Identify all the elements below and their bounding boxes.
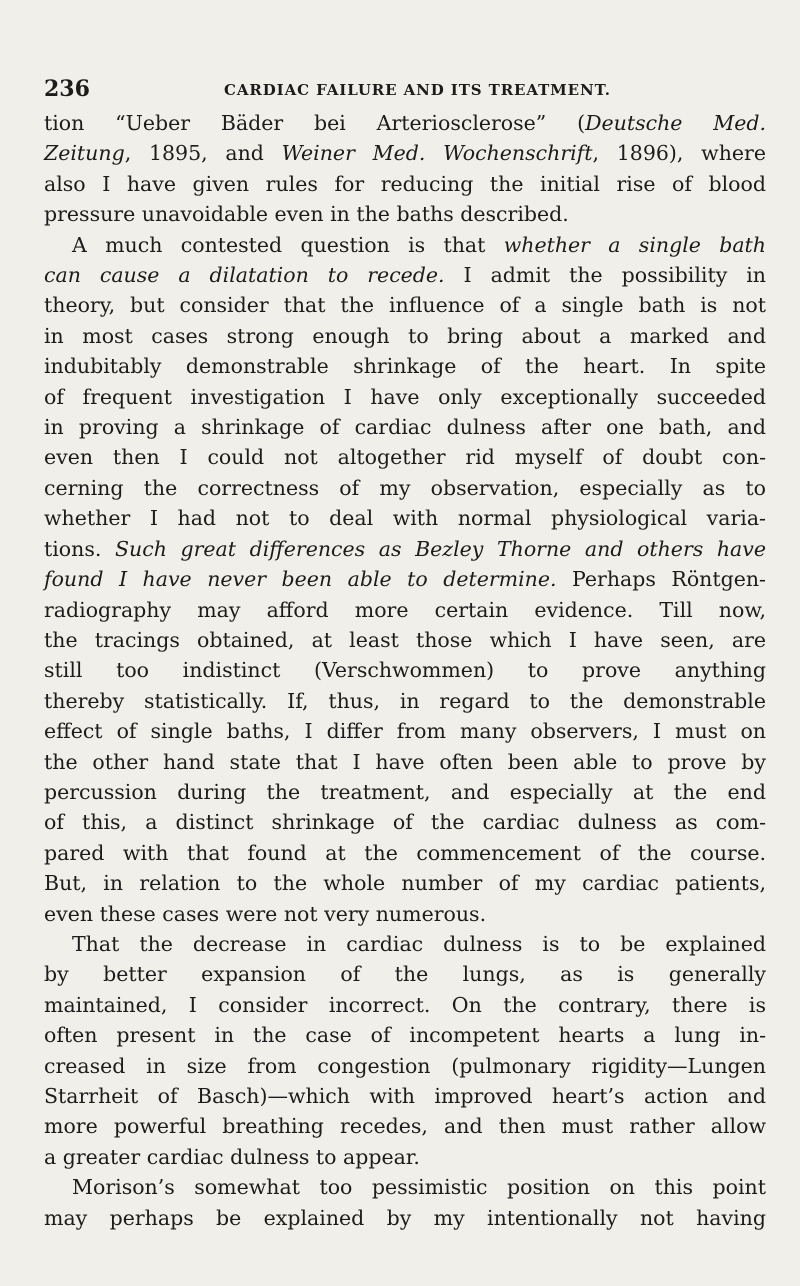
text-line: [44, 290, 766, 320]
italic-run: found I have never been able to determine.: [44, 567, 557, 592]
text-run: Morison’s somewhat too pessimistic position on this point: [72, 1175, 766, 1200]
text-line: [44, 199, 766, 229]
italic-run: Such great differences as Bezley Thorne and others have: [114, 536, 766, 561]
text-run: effect of single baths, I differ from many observers, I must on: [44, 719, 766, 744]
text-run: , 1896), where: [592, 141, 766, 166]
text-line: [44, 838, 766, 868]
text-line: [44, 1172, 766, 1202]
text-run: percussion during the treatment, and especially at the end: [44, 779, 766, 804]
text-line: [44, 230, 766, 260]
text-line: [44, 503, 766, 533]
text-run: Starrheit of Basch)—which with improved heart’s action and: [44, 1084, 766, 1108]
text-line: [44, 1020, 766, 1050]
italic-run: Zeitung: [44, 141, 125, 166]
text-line: [44, 686, 766, 716]
text-line: [44, 990, 766, 1020]
text-run: Perhaps Röntgen-: [556, 567, 766, 592]
text-line: [44, 625, 766, 655]
text-run: maintained, I consider incorrect. On the contrary, there is: [44, 992, 766, 1017]
text-run: pared with that found at the commencement of the course.: [44, 840, 766, 865]
text-run: more powerful breathing recedes, and then must rather allow: [44, 1114, 766, 1139]
text-line: [44, 959, 766, 989]
text-line: [44, 442, 766, 472]
text-line: [44, 1081, 766, 1111]
text-run: tions.: [44, 536, 115, 561]
text-run: of frequent investigation I have only exceptionally succeeded: [44, 384, 766, 409]
page-header: [44, 0, 766, 108]
text-run: the tracings obtained, at least those which I have seen, are: [44, 627, 766, 652]
text-line: [44, 868, 766, 898]
italic-run: whether a single bath: [503, 232, 766, 257]
text-line: [44, 1051, 766, 1081]
text-line: [44, 716, 766, 746]
paragraph: [44, 230, 766, 929]
text-line: [44, 564, 766, 594]
italic-run: Weiner Med. Wochenschrift: [281, 141, 593, 166]
text-line: [44, 1203, 766, 1233]
body-text: [44, 108, 766, 1233]
text-line: [44, 260, 766, 290]
text-line: [44, 747, 766, 777]
text-line: [44, 929, 766, 959]
text-run: tion “Ueber Bäder bei Arteriosclerose” (: [44, 111, 586, 135]
text-run: in proving a shrinkage of cardiac dulness after one bath, and: [44, 415, 766, 440]
paragraph: [44, 929, 766, 1172]
text-line: [44, 382, 766, 412]
text-line: [44, 1111, 766, 1141]
text-run: thereby statistically. If, thus, in regard to the demonstrable: [44, 688, 766, 713]
text-line: [44, 412, 766, 442]
text-line: [44, 655, 766, 685]
paragraph: [44, 1172, 766, 1233]
text-run: I admit the possibility in: [444, 263, 766, 288]
text-run: radiography may afford more certain evidence. Till now,: [44, 597, 766, 622]
running-head: CARDIAC FAILURE AND ITS TREATMENT.: [224, 81, 611, 99]
text-line: [44, 777, 766, 807]
text-line: [44, 108, 766, 138]
text-run: theory, but consider that the influence of a single bath is not: [44, 293, 766, 318]
text-run: also I have given rules for reducing the initial rise of blood: [44, 171, 766, 196]
text-run: the other hand state that I have often been able to prove by: [44, 749, 766, 774]
text-run: cerning the correctness of my observation, especially as to: [44, 475, 766, 500]
text-run: even these cases were not very numerous.: [44, 901, 487, 926]
text-line: [44, 321, 766, 351]
italic-run: Deutsche Med.: [585, 111, 767, 135]
italic-run: can cause a dilatation to recede.: [44, 263, 445, 288]
text-run: But, in relation to the whole number of my cardiac patients,: [44, 871, 766, 896]
text-run: in most cases strong enough to bring about a marked and: [44, 323, 766, 348]
text-run: by better expansion of the lungs, as is generally: [44, 962, 766, 987]
text-line: [44, 473, 766, 503]
text-run: even then I could not altogether rid myself of doubt con-: [44, 445, 766, 470]
text-line: [44, 138, 766, 168]
text-run: may perhaps be explained by my intentionally not having: [44, 1205, 766, 1230]
text-run: That the decrease in cardiac dulness is to be explained: [72, 931, 766, 956]
text-run: , 1895, and: [124, 141, 282, 166]
book-page: [44, 0, 766, 1233]
text-run: of this, a distinct shrinkage of the cardiac dulness as com-: [44, 810, 766, 835]
text-run: creased in size from congestion (pulmonary rigidity—Lungen: [44, 1053, 766, 1078]
paragraph: [44, 108, 766, 230]
text-line: [44, 595, 766, 625]
text-line: [44, 899, 766, 929]
text-run: often present in the case of incompetent hearts a lung in-: [44, 1023, 766, 1048]
text-line: [44, 351, 766, 381]
text-run: pressure unavoidable even in the baths described.: [44, 202, 569, 227]
text-run: still too indistinct (Verschwommen) to prove anything: [44, 658, 766, 683]
text-line: [44, 534, 766, 564]
text-line: [44, 1142, 766, 1172]
text-run: a greater cardiac dulness to appear.: [44, 1144, 420, 1169]
text-run: whether I had not to deal with normal physiological varia-: [44, 506, 766, 531]
text-line: [44, 807, 766, 837]
page-number: 236: [44, 76, 90, 102]
text-line: [44, 169, 766, 199]
text-run: A much contested question is that: [72, 232, 504, 257]
text-run: indubitably demonstrable shrinkage of the heart. In spite: [44, 354, 766, 379]
